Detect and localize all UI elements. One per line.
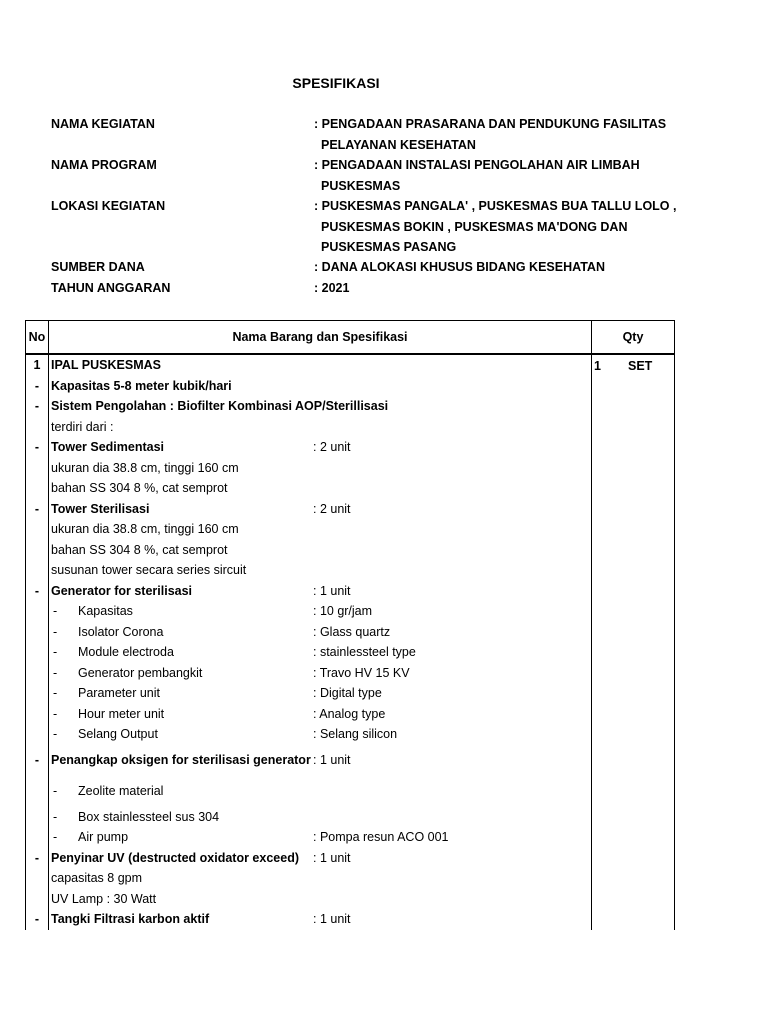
- row-number: [26, 868, 49, 889]
- item-detail: ukuran dia 38.8 cm, tinggi 160 cm: [51, 460, 239, 475]
- meta-value: PUSKESMAS BOKIN , PUSKESMAS MA'DONG DAN: [321, 219, 628, 234]
- row-description-cell: [49, 581, 592, 602]
- row-qty: [592, 354, 675, 376]
- meta-row: [0, 199, 768, 254]
- meta-value: : PENGADAAN PRASARANA DAN PENDUKUNG FASILITAS: [314, 117, 667, 131]
- header-no: No: [26, 321, 49, 355]
- item-heading: Generator for sterilisasi: [51, 583, 193, 598]
- row-qty: [592, 848, 675, 869]
- item-detail: ukuran dia 38.8 cm, tinggi 160 cm: [51, 522, 239, 537]
- row-qty: [592, 827, 675, 848]
- table-row: [26, 354, 675, 376]
- table-row: [26, 642, 675, 663]
- qty-unit: SET: [628, 359, 653, 373]
- row-description-cell: [49, 848, 592, 869]
- table-header-row: [26, 321, 675, 355]
- item-value: : Pompa resun ACO 001: [313, 830, 449, 845]
- row-number: [26, 683, 49, 704]
- row-qty: [592, 396, 675, 417]
- row-description-cell: [49, 745, 592, 776]
- table-row: [26, 437, 675, 458]
- sub-item-dash: -: [53, 727, 58, 742]
- table-row: [26, 581, 675, 602]
- row-number: [26, 540, 49, 561]
- table-row: [26, 909, 675, 930]
- item-heading: Kapasitas 5-8 meter kubik/hari: [51, 378, 232, 393]
- sub-item-label: Box stainlessteel sus 304: [78, 809, 220, 824]
- table-row: [26, 601, 675, 622]
- row-number: [26, 889, 49, 910]
- sub-item-label: Kapasitas: [78, 604, 133, 619]
- row-description-cell: [49, 354, 592, 376]
- item-detail: UV Lamp : 30 Watt: [51, 891, 157, 906]
- meta-value: : PENGADAAN INSTALASI PENGOLAHAN AIR LIMBAH: [314, 158, 640, 172]
- meta-row: [0, 260, 768, 280]
- sub-item-dash: -: [53, 624, 58, 639]
- meta-row: [0, 117, 768, 152]
- row-number: [26, 704, 49, 725]
- item-value: : Travo HV 15 KV: [313, 665, 410, 680]
- row-description-cell: [49, 376, 592, 397]
- row-description-cell: [49, 663, 592, 684]
- item-value: : Glass quartz: [313, 624, 391, 639]
- table-row: [26, 499, 675, 520]
- meta-value: PUSKESMAS: [321, 178, 401, 193]
- meta-label: SUMBER DANA: [51, 260, 145, 274]
- table-row: [26, 458, 675, 479]
- spec-table: [25, 320, 675, 930]
- row-number: 1: [26, 354, 49, 376]
- table-row: [26, 807, 675, 828]
- row-qty: [592, 540, 675, 561]
- item-value: : 2 unit: [313, 440, 351, 455]
- item-heading: Sistem Pengolahan : Biofilter Kombinasi AOP/Sterillisasi: [51, 399, 389, 414]
- row-qty: [592, 437, 675, 458]
- item-value: : 1 unit: [313, 753, 351, 767]
- row-number: [26, 827, 49, 848]
- row-description-cell: [49, 478, 592, 499]
- row-qty: [592, 868, 675, 889]
- row-qty: [592, 478, 675, 499]
- table-row: [26, 478, 675, 499]
- row-description-cell: [49, 540, 592, 561]
- meta-label: TAHUN ANGGARAN: [51, 281, 171, 295]
- item-detail: bahan SS 304 8 %, cat semprot: [51, 542, 228, 557]
- row-qty: [592, 601, 675, 622]
- row-number: -: [26, 848, 49, 869]
- row-description-cell: [49, 642, 592, 663]
- row-description-cell: [49, 560, 592, 581]
- row-description-cell: [49, 396, 592, 417]
- sub-item-label: Parameter unit: [78, 686, 160, 701]
- table-row: [26, 848, 675, 869]
- sub-item-dash: -: [53, 686, 58, 701]
- row-number: -: [26, 581, 49, 602]
- row-description-cell: [49, 868, 592, 889]
- meta-row: [0, 158, 768, 193]
- row-number: [26, 724, 49, 745]
- item-detail: capasitas 8 gpm: [51, 871, 143, 886]
- meta-label: LOKASI KEGIATAN: [51, 199, 166, 213]
- row-number: [26, 642, 49, 663]
- item-value: : 2 unit: [313, 501, 351, 516]
- row-qty: [592, 776, 675, 807]
- row-description-cell: [49, 909, 592, 930]
- row-number: -: [26, 909, 49, 930]
- row-number: -: [26, 376, 49, 397]
- sub-item-dash: -: [53, 809, 58, 824]
- table-row: [26, 417, 675, 438]
- row-qty: [592, 519, 675, 540]
- row-description-cell: [49, 458, 592, 479]
- row-qty: [592, 499, 675, 520]
- row-description-cell: [49, 683, 592, 704]
- row-number: -: [26, 396, 49, 417]
- row-description-cell: [49, 417, 592, 438]
- row-number: [26, 622, 49, 643]
- meta-value: : 2021: [314, 281, 350, 295]
- header-qty: Qty: [592, 321, 675, 355]
- sub-item-label: Isolator Corona: [78, 624, 164, 639]
- row-description-cell: [49, 776, 592, 807]
- item-value: : stainlessteel type: [313, 645, 416, 660]
- row-description-cell: [49, 807, 592, 828]
- sub-item-dash: -: [53, 784, 58, 798]
- meta-value: PELAYANAN KESEHATAN: [321, 137, 476, 152]
- row-description-cell: [49, 437, 592, 458]
- row-number: -: [26, 499, 49, 520]
- table-row: [26, 704, 675, 725]
- meta-value: : DANA ALOKASI KHUSUS BIDANG KESEHATAN: [314, 260, 605, 274]
- item-value: : Digital type: [313, 686, 382, 701]
- item-value: : Analog type: [313, 706, 386, 721]
- meta-value: : PUSKESMAS PANGALA' , PUSKESMAS BUA TALLU LOLO ,: [314, 199, 677, 213]
- sub-item-dash: -: [53, 665, 58, 680]
- row-qty: [592, 417, 675, 438]
- table-row: [26, 683, 675, 704]
- meta-row: [0, 281, 768, 301]
- row-number: [26, 560, 49, 581]
- header-description: Nama Barang dan Spesifikasi: [49, 321, 592, 355]
- sub-item-dash: -: [53, 830, 58, 845]
- row-qty: [592, 683, 675, 704]
- row-qty: [592, 458, 675, 479]
- row-qty: [592, 376, 675, 397]
- row-number: [26, 417, 49, 438]
- row-number: [26, 776, 49, 807]
- row-description-cell: [49, 827, 592, 848]
- row-qty: [592, 560, 675, 581]
- row-qty: [592, 704, 675, 725]
- table-row: [26, 827, 675, 848]
- row-qty: [592, 909, 675, 930]
- table-row: [26, 376, 675, 397]
- qty-number: 1: [594, 359, 601, 373]
- row-number: [26, 807, 49, 828]
- item-detail: bahan SS 304 8 %, cat semprot: [51, 481, 228, 496]
- sub-item-dash: -: [53, 604, 58, 619]
- row-qty: [592, 724, 675, 745]
- sub-item-label: Module electroda: [78, 645, 174, 660]
- item-heading: Penangkap oksigen for sterilisasi generator: [51, 753, 311, 767]
- item-heading: Tower Sterilisasi: [51, 501, 150, 516]
- row-description-cell: [49, 519, 592, 540]
- row-number: [26, 663, 49, 684]
- row-description-cell: [49, 724, 592, 745]
- meta-value: PUSKESMAS PASANG: [321, 240, 457, 254]
- item-value: : 1 unit: [313, 583, 351, 598]
- meta-label: NAMA KEGIATAN: [51, 117, 155, 131]
- table-row: [26, 396, 675, 417]
- table-row: [26, 622, 675, 643]
- sub-item-label: Zeolite material: [78, 784, 164, 798]
- item-heading: IPAL PUSKESMAS: [51, 358, 161, 373]
- row-number: -: [26, 437, 49, 458]
- item-heading: Penyinar UV (destructed oxidator exceed): [51, 850, 299, 865]
- table-row: [26, 868, 675, 889]
- table-row: [26, 560, 675, 581]
- item-value: : Selang silicon: [313, 727, 398, 742]
- row-description-cell: [49, 499, 592, 520]
- table-row: [26, 889, 675, 910]
- sub-item-dash: -: [53, 706, 58, 721]
- table-row: [26, 724, 675, 745]
- sub-item-label: Air pump: [78, 830, 129, 845]
- row-description-cell: [49, 704, 592, 725]
- item-detail: terdiri dari :: [51, 419, 114, 434]
- row-qty: [592, 807, 675, 828]
- table-row: [26, 776, 675, 807]
- sub-item-dash: -: [53, 645, 58, 660]
- row-qty: [592, 745, 675, 776]
- row-description-cell: [49, 601, 592, 622]
- row-qty: [592, 622, 675, 643]
- item-value: : 10 gr/jam: [313, 604, 373, 619]
- row-qty: [592, 581, 675, 602]
- table-row: [26, 663, 675, 684]
- row-number: [26, 519, 49, 540]
- item-heading: Tangki Filtrasi karbon aktif: [51, 912, 210, 927]
- item-detail: susunan tower secara series sircuit: [51, 563, 247, 578]
- table-row: [26, 540, 675, 561]
- row-qty: [592, 663, 675, 684]
- sub-item-label: Hour meter unit: [78, 706, 165, 721]
- row-qty: [592, 889, 675, 910]
- row-number: [26, 478, 49, 499]
- row-number: -: [26, 745, 49, 776]
- row-description-cell: [49, 889, 592, 910]
- sub-item-label: Generator pembangkit: [78, 665, 203, 680]
- item-value: : 1 unit: [313, 850, 351, 865]
- table-row: [26, 745, 675, 776]
- sub-item-label: Selang Output: [78, 727, 158, 742]
- item-value: : 1 unit: [313, 912, 351, 927]
- row-number: [26, 458, 49, 479]
- row-qty: [592, 642, 675, 663]
- row-description-cell: [49, 622, 592, 643]
- meta-label: NAMA PROGRAM: [51, 158, 157, 172]
- row-number: [26, 601, 49, 622]
- item-heading: Tower Sedimentasi: [51, 440, 164, 455]
- document-title: SPESIFIKASI: [292, 75, 380, 91]
- table-row: [26, 519, 675, 540]
